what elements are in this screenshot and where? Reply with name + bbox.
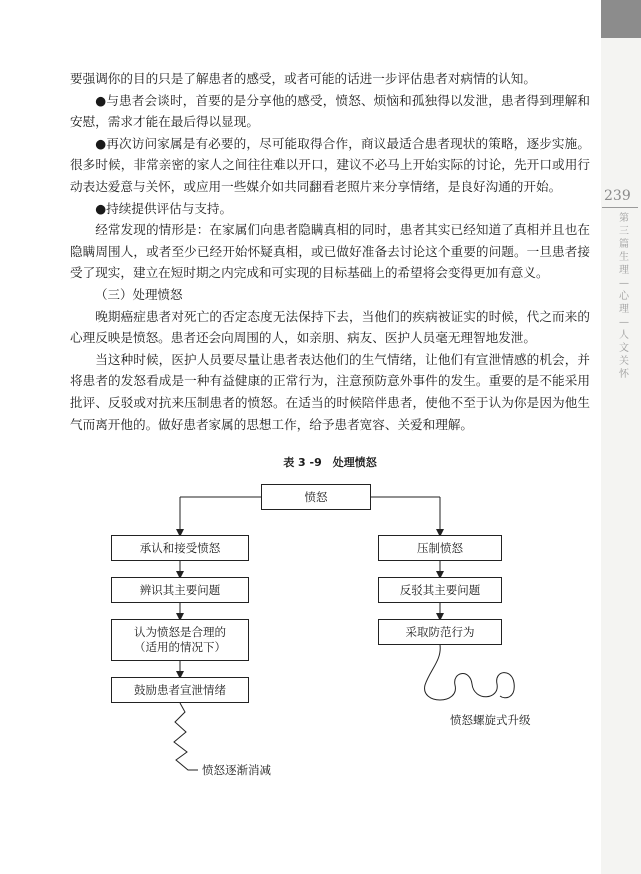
accept-anger-box: 承认和接受愤怒 (111, 535, 249, 561)
suppress-anger-box: 压制愤怒 (378, 535, 502, 561)
anger-reasonable-box: 认为愤怒是合理的 （适用的情况下） (111, 619, 249, 661)
section-heading: （三）处理愤怒 (95, 286, 183, 302)
refute-problem-box: 反驳其主要问题 (378, 577, 502, 603)
paragraph-3: ●再次访问家属是有必要的，尽可能取得合作，商议最适合患者现状的策略，逐步实施。很多时候，非常亲密的家人之间往往难以开口，建议不必马上开始实际的讨论，先开口或用行动表达爱意与关怀，或应用一些媒介如共同翻看老照片来分享情绪，是良好沟通的开始。 (70, 135, 590, 194)
anger-escalates-label: 愤怒螺旋式升级 (450, 713, 531, 727)
chapter-vertical-title: 第三篇生理—心理—人文关怀 (619, 213, 629, 380)
anger-box: 愤怒 (261, 484, 371, 510)
figure-caption: 表 3 -9 处理愤怒 (283, 456, 377, 469)
anger-subsides-label: 愤怒逐渐消减 (202, 763, 271, 777)
paragraph-7: 当这种时候，医护人员要尽量让患者表达他们的生气情绪，让他们有宣泄情感的机会，并将患者的发怒看成是一种有益健康的正常行为，注意预防意外事件的发生。重要的是不能采用批评、反驳或对抗来压制患者的愤怒。在适当的时候陪伴患者，使他不至于认为你是因为他生气而离开他的。做好患者家属的思想工作，给予患者宽容、关爱和理解。 (70, 351, 590, 432)
paragraph-6: 晚期癌症患者对死亡的否定态度无法保持下去，当他们的疾病被证实的时候，代之而来的心理反映是愤怒。患者还会向周围的人，如亲朋、病友、医护人员毫无理智地发泄。 (70, 308, 590, 346)
paragraph-5: 经常发现的情形是：在家属们向患者隐瞒真相的同时，患者其实已经知道了真相并且也在隐瞒周围人，或者至少已经开始怀疑真相，或已做好准备去讨论这个重要的问题。一旦患者接受了现实，建立在短时期之内完成和可实现的目标基础上的希望将会变得更加有意义。 (70, 222, 590, 281)
preventive-action-box: 采取防范行为 (378, 619, 502, 645)
paragraph-2: ●与患者会谈时，首要的是分享他的感受，愤怒、烦恼和孤独得以发泄，患者得到理解和安慰，需求才能在最后得以显现。 (70, 92, 590, 130)
paragraph-1: 要强调你的目的只是了解患者的感受，或者可能的话进一步评估患者对病情的认知。 (70, 71, 536, 86)
identify-problem-box: 辨识其主要问题 (111, 577, 249, 603)
zigzag-decrease (174, 703, 198, 770)
paragraph-4: ●持续提供评估与支持。 (95, 200, 233, 216)
encourage-venting-box: 鼓励患者宣泄情绪 (111, 677, 249, 703)
page-number: 239 (604, 188, 631, 204)
spiral-escalation (425, 645, 515, 700)
